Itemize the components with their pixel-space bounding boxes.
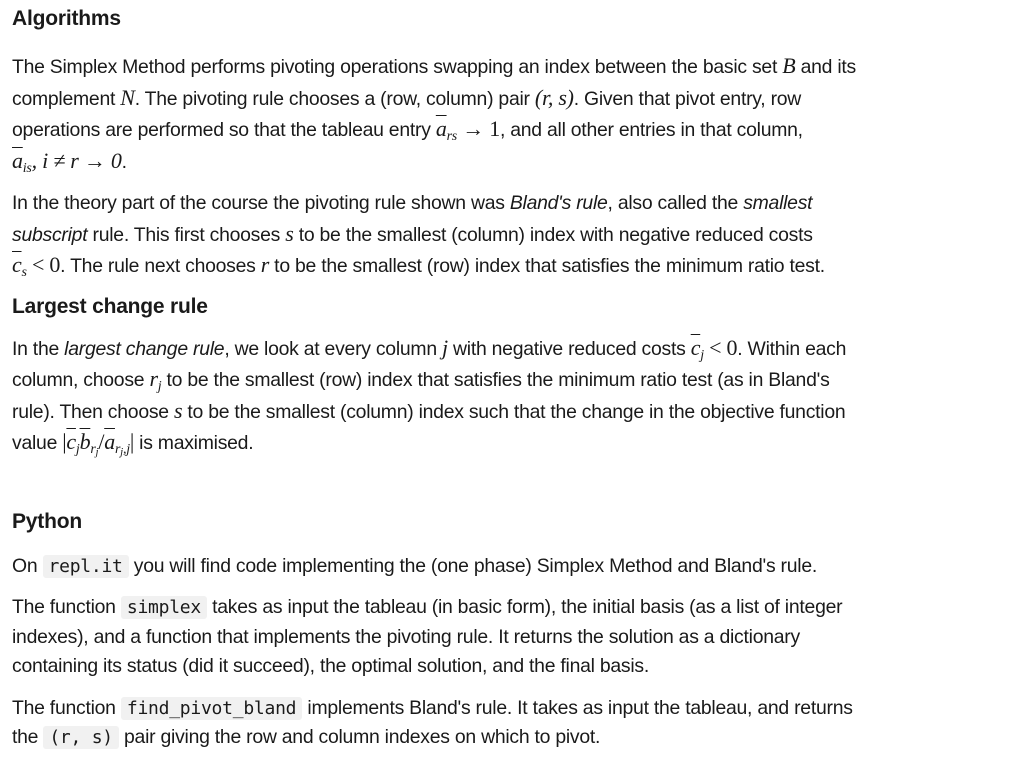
line xyxy=(12,364,1012,396)
math-reduced-cost xyxy=(12,252,61,280)
text: complement xyxy=(12,87,121,110)
text: . xyxy=(121,150,127,173)
line xyxy=(12,396,1012,428)
math-subscript-text: r xyxy=(114,442,121,457)
line xyxy=(12,593,1012,623)
text: to be the smallest (row) index that satisfies the minimum ratio test (as in Bland's xyxy=(161,369,830,391)
math-symbol: r xyxy=(149,366,158,391)
text: The Simplex Method performs pivoting operations swapping an index between the basic set xyxy=(12,56,783,78)
text: pair giving the row and column indexes on which to pivot. xyxy=(118,726,601,748)
text: containing its status (did it succeed), the optimal solution, and the final basis. xyxy=(12,655,649,677)
line xyxy=(12,694,1012,724)
text: the xyxy=(12,726,44,748)
math-subscript-text: r xyxy=(90,442,96,457)
math-column-index: s xyxy=(285,220,294,246)
math-reduced-cost-j xyxy=(690,334,738,363)
line xyxy=(12,250,1012,282)
math-subsubscript: j xyxy=(95,446,99,458)
heading-python: Python xyxy=(12,509,82,533)
math-subscript: is xyxy=(22,160,32,176)
math-symbol: / xyxy=(98,429,105,454)
math-subscript: s xyxy=(21,265,27,280)
math-symbol: < 0 xyxy=(26,252,61,277)
text: you will find code implementing the (one phase) Simplex Method and Bland's rule. xyxy=(128,554,817,577)
text: with negative reduced costs xyxy=(447,337,691,360)
line xyxy=(12,114,1012,146)
line xyxy=(12,623,1012,653)
line xyxy=(12,333,1012,365)
paragraph-blands-rule xyxy=(12,189,1012,282)
code-repl-it: repl.it xyxy=(43,555,129,578)
math-subscript: j xyxy=(157,379,162,394)
math-other-entries xyxy=(12,147,122,176)
text: rule. This first chooses xyxy=(87,223,286,246)
paragraph-replit xyxy=(12,552,1012,582)
line xyxy=(12,552,1012,582)
text: column, choose xyxy=(12,369,150,391)
line xyxy=(12,219,1012,251)
code-find-pivot-bland: find_pivot_bland xyxy=(121,697,302,720)
emphasis: subscript xyxy=(12,223,88,246)
heading-algorithms: Algorithms xyxy=(12,7,121,30)
line xyxy=(12,652,1012,682)
math-symbol: $\overline{b}$ xyxy=(79,429,91,454)
paragraph-simplex-function xyxy=(12,593,1012,682)
text: to be the smallest (column) index with negative reduced costs xyxy=(293,223,813,246)
line xyxy=(12,51,1012,83)
math-subsubscript: j xyxy=(120,446,123,458)
emphasis: Bland's rule xyxy=(509,192,608,214)
math-subscript: j xyxy=(75,442,80,457)
text: and its xyxy=(795,56,856,78)
text: to be the smallest (column) index such that the change in the objective function xyxy=(182,400,846,423)
math-subscript: j xyxy=(700,347,704,363)
paragraph-simplex-intro xyxy=(12,51,1012,177)
text: , and all other entries in that column, xyxy=(499,119,803,141)
text: , also called the xyxy=(607,192,744,214)
text: value xyxy=(12,432,63,454)
math-column-s: s xyxy=(173,397,183,423)
text: . Given that pivot entry, row xyxy=(573,87,802,110)
text: indexes), and a function that implements the pivoting rule. It returns the solution as a dictionary xyxy=(12,625,800,648)
math-column-j: j xyxy=(442,334,448,360)
math-subscript: rs xyxy=(446,129,457,144)
math-symbol: | xyxy=(129,429,135,454)
line xyxy=(12,83,1012,115)
math-symbol: $\overline{a}$ xyxy=(12,147,23,173)
paragraph-find-pivot-bland xyxy=(12,694,1012,753)
text: . Within each xyxy=(737,337,847,360)
text: The function xyxy=(12,596,121,618)
paragraph-largest-change xyxy=(12,333,1012,459)
math-symbol: < 0 xyxy=(703,334,738,360)
math-row-rj xyxy=(149,366,162,394)
math-symbol: $\overline{a}$ xyxy=(104,429,115,454)
text: . The pivoting rule chooses a (row, column) pair xyxy=(134,87,535,110)
text: is maximised. xyxy=(134,432,254,454)
text: In the theory part of the course the pivoting rule shown was xyxy=(12,192,510,214)
math-symbol: $\overline{c}$ xyxy=(66,429,76,454)
math-complement: N xyxy=(120,84,135,110)
line xyxy=(12,146,1012,178)
math-subscript xyxy=(115,442,130,457)
math-pivot-entry xyxy=(435,116,500,144)
text: , we look at every column xyxy=(224,337,443,360)
line xyxy=(12,427,1012,459)
heading-largest-change-rule: Largest change rule xyxy=(12,294,208,318)
math-basic-set: B xyxy=(782,53,796,78)
text: In the xyxy=(12,337,65,360)
text: implements Bland's rule. It takes as input the tableau, and returns xyxy=(302,696,853,719)
text: operations are performed so that the tableau entry xyxy=(12,119,436,141)
math-row-index: r xyxy=(260,252,270,277)
math-symbol: , i ≠ r → 0 xyxy=(31,147,122,173)
text: . The rule next chooses xyxy=(60,255,261,277)
math-objective-change xyxy=(62,429,135,458)
math-pivot-pair: (r, s) xyxy=(534,84,574,110)
math-symbol: $\overline{c}$ xyxy=(690,334,701,360)
text: On xyxy=(12,554,43,577)
text: takes as input the tableau (in basic form), the initial basis (as a list of integer xyxy=(206,596,843,618)
text: The function xyxy=(12,696,121,719)
emphasis: smallest xyxy=(743,192,813,214)
code-simplex: simplex xyxy=(121,596,207,619)
math-symbol: $\overline{c}$ xyxy=(12,252,22,277)
math-subscript-text: ,j xyxy=(122,442,130,457)
emphasis: largest change rule xyxy=(64,337,225,360)
text: rule). Then choose xyxy=(12,400,174,423)
text: to be the smallest (row) index that satisfies the minimum ratio test. xyxy=(269,255,825,277)
line xyxy=(12,189,1012,219)
code-r-s-pair: (r, s) xyxy=(43,726,119,749)
math-symbol: | xyxy=(62,429,67,454)
math-symbol: $\overline{a}$ xyxy=(435,116,447,141)
math-symbol: → 1 xyxy=(456,116,500,141)
line xyxy=(12,723,1012,753)
